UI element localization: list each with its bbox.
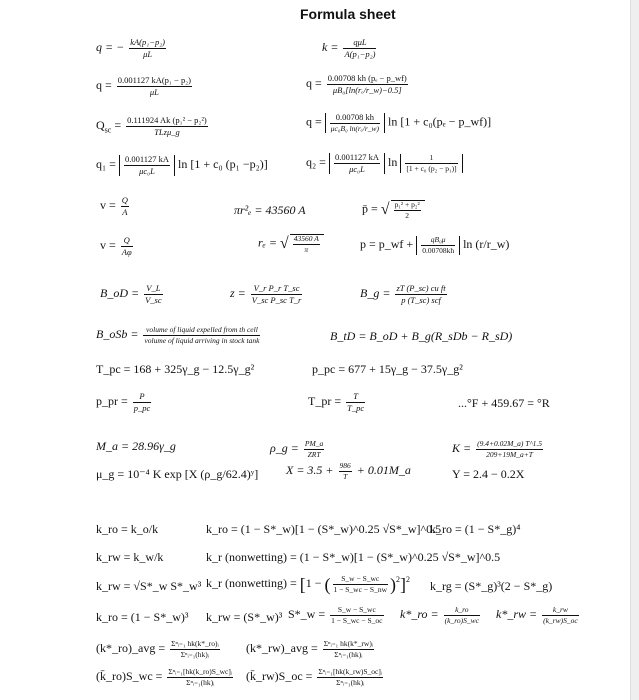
formula-q-compress: q = $\frac{0.00708 kh}{\text{μc₀B₀ ln(rₑ/r\_w)}}$ ln [1 + c₀(pₑ − p_wf)] (306, 112, 492, 133)
formula-q1-linear: q₁ = $\frac{0.001127 kA}{\text{μc₀L}}$ ln [1 + c₀ (p₁ −p₂)] (96, 154, 268, 176)
formula-area-radius: πr²ₑ = 43560 A (234, 203, 306, 217)
formula-re: rₑ = √ $\frac{43560 A}{\pi}$ (258, 234, 324, 254)
formula-ppr: p_pr = $\frac{P}{p\_pc}$ (96, 391, 151, 413)
formula-bg: B_g = $\frac{\text{zT (P\_sc) cu ft}}{\text{p (T\_sc) scf}}$ (360, 283, 446, 305)
formula-ppc: p_pc = 677 + 15γ_g − 37.5γ_g² (312, 362, 463, 376)
formula-kro-star: k*_ro = $\frac{k\_ro}{(k\_ro)S\_wc}$ (400, 605, 479, 625)
formula-p-wf: p = p_wf + $\frac{\text{qB₀μ}}{0.00708kh}$ ln (r/r_w) (360, 235, 510, 255)
formula-kro-rel: k_ro = k_o/k (96, 522, 159, 536)
formula-v-flux: v = $\frac{Q}{A}$ (100, 195, 128, 217)
formula-kr-nonwet2: k_r (nonwetting) = [1 − ( $\frac{S\_w - S\_wc}{1 - S\_wc - S\_nw}$ )$^2$]$^2$ (206, 574, 410, 595)
formula-k-visc: K = $\frac{(9.4+0.02M\_a) T\^{}1.5}{209+19M\_a+T}$ (452, 439, 542, 459)
formula-mu-g: μ_g = 10⁻⁴ K exp [X (ρ_g/62.4)ʸ] (96, 467, 259, 481)
formula-krw-soc: (k̄_rw)S_oc = $\frac{\text{Σⁿᵢ₌₁[hk(k\_rw)S\_oc]ᵢ}}{\text{Σⁿᵢ₌₁(hk)ᵢ}}$ (246, 667, 383, 687)
page-title: Formula sheet (300, 6, 396, 22)
formula-q-field: q = $\frac{\text{0.001127 kA(p₁ − p₂)}}{\mu L}$ (96, 75, 191, 97)
formula-rankine: ...°F + 459.67 = °R (458, 396, 550, 410)
formula-krw-s3: k_rw = √S*_w S*_w³ (96, 579, 202, 593)
formula-p-avg: p̄ = √ $\frac{\text{p₁² + p₂²}}{2}$ (362, 200, 425, 220)
formula-kro-s: k_ro = (1 − S*_w)[1 − (S*_w)^0.25 √S*_w]^0.5 (206, 522, 442, 536)
formula-btd: B_tD = B_oD + B_g(R_sDb − R_sD) (330, 329, 513, 343)
formula-kro-swc: (k̄_ro)S_wc = $\frac{\text{Σⁿᵢ₌₁[hk(k\_ro)S\_wc]ᵢ}}{\text{Σⁿᵢ₌₁(hk)ᵢ}}$ (96, 667, 233, 687)
formula-krg: k_rg = (S*_g)³(2 − S*_g) (430, 579, 553, 593)
formula-krw-avg: (k*_rw)_avg = $\frac{\text{Σⁿᵢ₌₁ hk(k*\_rw)ᵢ}}{\text{Σⁿᵢ₌₁(hk)ᵢ}}$ (246, 639, 374, 659)
formula-q-linear: q = − $\frac{\text{kA(p₁−p₂)}}{\mu L}$ (96, 37, 165, 59)
formula-tpc: T_pc = 168 + 325γ_g − 12.5γ_g² (96, 362, 255, 376)
formula-v-darcy: v = $\frac{Q}{A\varphi}$ (100, 235, 132, 257)
formula-q-radial: q = $\frac{\text{0.00708 kh (pₑ − p\_wf)}}{\text{μB₀[ln(rₑ/r\_w)−0.5]}}$ (306, 73, 407, 95)
formula-sw-star: S*_w = $\frac{S\_w - S\_wc}{1 - S\_wc - S\_oc}$ (288, 605, 383, 625)
formula-kro-avg: (k*_ro)_avg = $\frac{\text{Σⁿᵢ₌₁ hk(k*\_ro)ᵢ}}{\text{Σⁿᵢ₌₁(hk)ᵢ}}$ (96, 639, 219, 659)
page-edge (630, 0, 639, 700)
formula-kr-nonwet: k_r (nonwetting) = (1 − S*_w)[1 − (S*_w)^0.25 √S*_w]^0.5 (206, 550, 501, 564)
formula-k-perm: k = $\frac{\text{qμL}}{\text{A(p₁−p₂)}}$ (322, 37, 376, 59)
formula-kro-g: k_ro = (1 − S*_g)⁴ (430, 522, 521, 536)
formula-krw-rel: k_rw = k_w/k (96, 550, 164, 564)
formula-krw-cube: k_rw = (S*_w)³ (206, 610, 283, 624)
formula-bod: B_oD = $\frac{V\_L}{V\_sc}$ (100, 283, 162, 305)
formula-bosb: B_oSb = $\frac{\text{volume of liquid expelled from th cell}}{\text{volume of liquid arriving in stock tank}}$ (96, 325, 260, 345)
formula-qsc-gas: $Q_{sc}$ = $\frac{\text{0.111924 Ak (p₁² − p₂²)}}{\text{TLzμ\_g}}$ (96, 115, 207, 137)
formula-x-visc: X = 3.5 + $\frac{986}{T}$ + 0.01M_a (286, 461, 411, 481)
formula-q2-linear: q₂ = $\frac{0.001127 kA}{\text{μc₀L}}$ ln $\frac{1}{\text{[1 + c₀ (p₂ − p₁)]}}$ (306, 153, 463, 174)
formula-ma: M_a = 28.96γ_g (96, 439, 176, 453)
formula-krw-star: k*_rw = $\frac{k\_rw}{(k\_rw)S\_oc}$ (496, 605, 578, 625)
formula-y-visc: Y = 2.4 − 0.2X (452, 467, 525, 481)
formula-tpr: T_pr = $\frac{T}{T\_pc}$ (308, 391, 365, 413)
formula-z-factor: z = $\frac{\text{V\_r P\_r T\_sc}}{\text{V\_sc P\_sc T\_r}}$ (230, 283, 302, 305)
formula-kro-cube: k_ro = (1 − S*_w)³ (96, 610, 189, 624)
formula-rho-g: ρ_g = $\frac{PM\_a}{\text{ZRT}}$ (270, 439, 324, 459)
